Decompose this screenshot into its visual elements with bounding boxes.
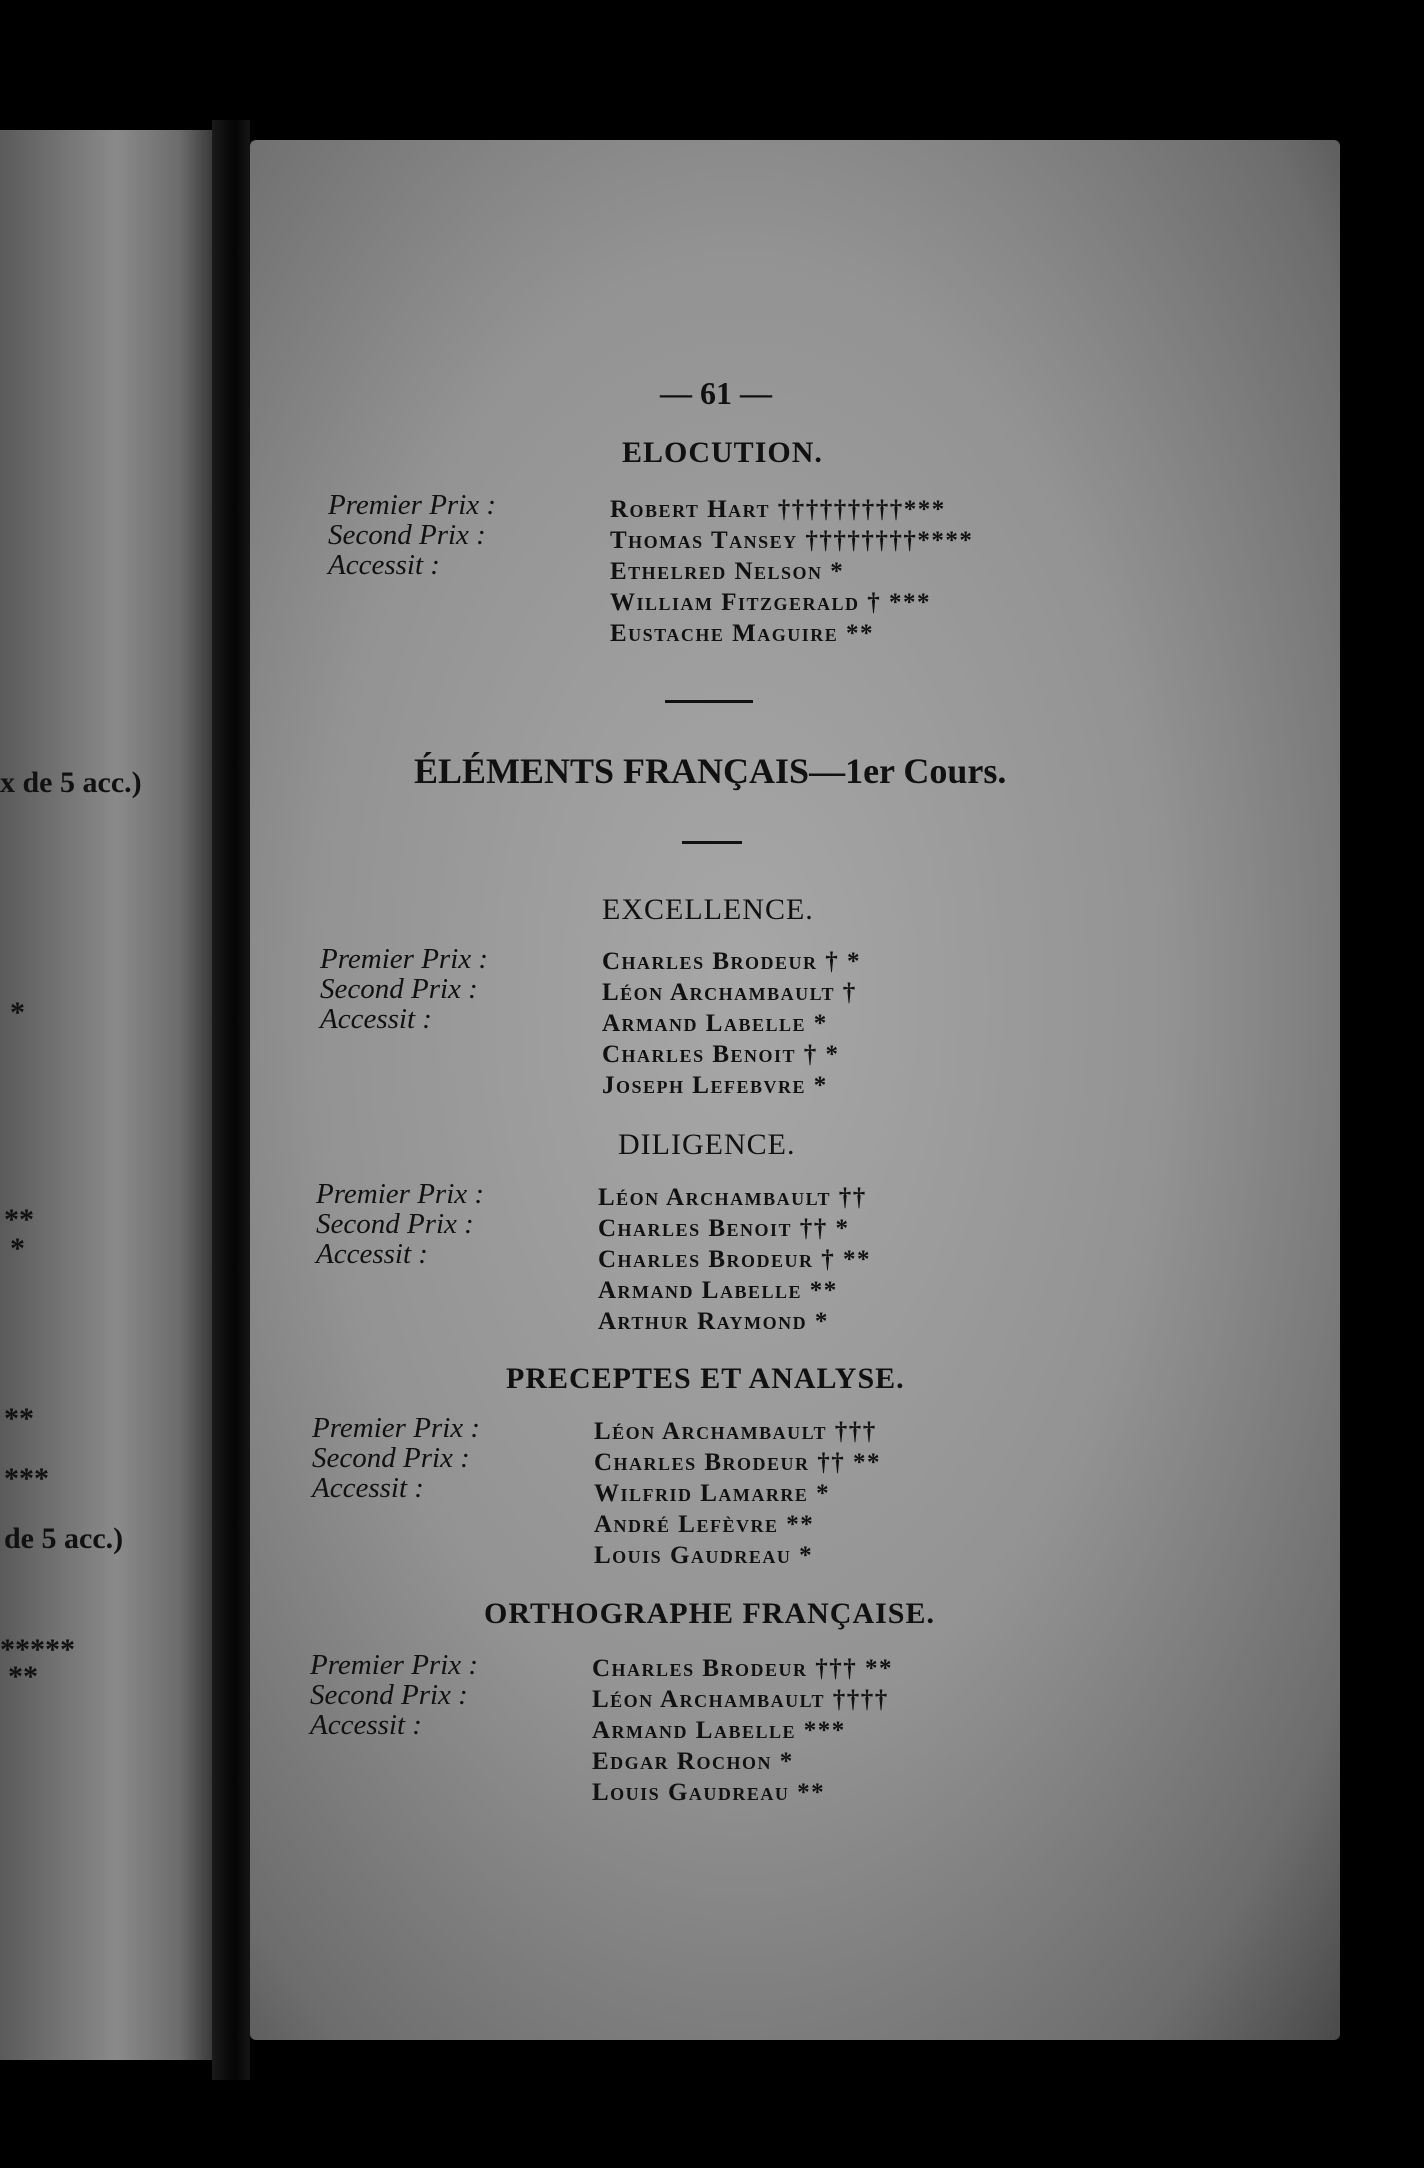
prize-winner: Wilfrid Lamarre * — [594, 1480, 831, 1507]
prize-winner: Edgar Rochon * — [592, 1748, 794, 1775]
label-second-prix: Second Prix : — [328, 519, 486, 551]
left-fragment: ** — [4, 1402, 34, 1435]
section-heading-elocution: ELOCUTION. — [622, 436, 823, 469]
label-second-prix: Second Prix : — [316, 1208, 474, 1240]
label-premier-prix: Premier Prix : — [310, 1649, 479, 1681]
prize-winner: Charles Brodeur † * — [602, 948, 862, 975]
prize-winner: Eustache Maguire ** — [610, 620, 874, 647]
prize-winner: Thomas Tansey ††††††††**** — [610, 527, 974, 554]
prize-winner: Armand Labelle *** — [592, 1717, 846, 1744]
prize-winner: Armand Labelle ** — [598, 1277, 838, 1304]
label-second-prix: Second Prix : — [312, 1442, 470, 1474]
section-heading-excellence: EXCELLENCE. — [602, 893, 814, 926]
prize-winner: Léon Archambault †† — [598, 1184, 867, 1211]
label-second-prix: Second Prix : — [320, 973, 478, 1005]
label-premier-prix: Premier Prix : — [328, 489, 497, 521]
prize-winner: Louis Gaudreau ** — [592, 1779, 826, 1806]
left-fragment: * — [10, 1232, 25, 1265]
prize-winner: Joseph Lefebvre * — [602, 1072, 828, 1099]
divider-rule — [682, 841, 742, 844]
divider-rule — [665, 700, 753, 703]
label-accessit: Accessit : — [310, 1709, 422, 1741]
left-fragment: ***** — [0, 1633, 75, 1666]
left-fragment: x de 5 acc.) — [0, 766, 142, 799]
label-accessit: Accessit : — [312, 1472, 424, 1504]
page-gutter — [212, 120, 250, 2080]
label-premier-prix: Premier Prix : — [316, 1178, 485, 1210]
prize-winner: Armand Labelle * — [602, 1010, 828, 1037]
section-heading-orthographe: ORTHOGRAPHE FRANÇAISE. — [484, 1597, 935, 1630]
prize-winner: Charles Brodeur †† ** — [594, 1449, 882, 1476]
label-premier-prix: Premier Prix : — [320, 943, 489, 975]
left-fragment: de 5 acc.) — [4, 1522, 124, 1555]
prize-winner: Arthur Raymond * — [598, 1308, 829, 1335]
prize-winner: Louis Gaudreau * — [594, 1542, 814, 1569]
label-second-prix: Second Prix : — [310, 1679, 468, 1711]
page-number: — 61 — — [660, 375, 772, 411]
prize-winner: Charles Benoit †† * — [598, 1215, 850, 1242]
prize-winner: William Fitzgerald † *** — [610, 589, 932, 616]
left-fragment: ** — [8, 1660, 38, 1693]
prize-winner: André Lefèvre ** — [594, 1511, 815, 1538]
left-fragment: ** — [4, 1203, 34, 1236]
prize-winner: Léon Archambault ††† — [594, 1418, 877, 1445]
prize-winner: Ethelred Nelson * — [610, 558, 845, 585]
page-title: ÉLÉMENTS FRANÇAIS—1er Cours. — [414, 751, 1007, 791]
prize-winner: Charles Benoit † * — [602, 1041, 840, 1068]
left-fragment: * — [10, 996, 25, 1029]
prize-winner: Charles Brodeur † ** — [598, 1246, 872, 1273]
label-premier-prix: Premier Prix : — [312, 1412, 481, 1444]
label-accessit: Accessit : — [316, 1238, 428, 1270]
left-page — [0, 130, 212, 2060]
section-heading-diligence: DILIGENCE. — [618, 1128, 796, 1161]
label-accessit: Accessit : — [320, 1003, 432, 1035]
label-accessit: Accessit : — [328, 549, 440, 581]
prize-winner: Charles Brodeur ††† ** — [592, 1655, 894, 1682]
prize-winner: Léon Archambault †††† — [592, 1686, 889, 1713]
prize-winner: Léon Archambault † — [602, 979, 857, 1006]
left-fragment: *** — [4, 1462, 49, 1495]
section-heading-preceptes: PRECEPTES ET ANALYSE. — [506, 1362, 905, 1395]
prize-winner: Robert Hart †††††††††*** — [610, 496, 946, 523]
